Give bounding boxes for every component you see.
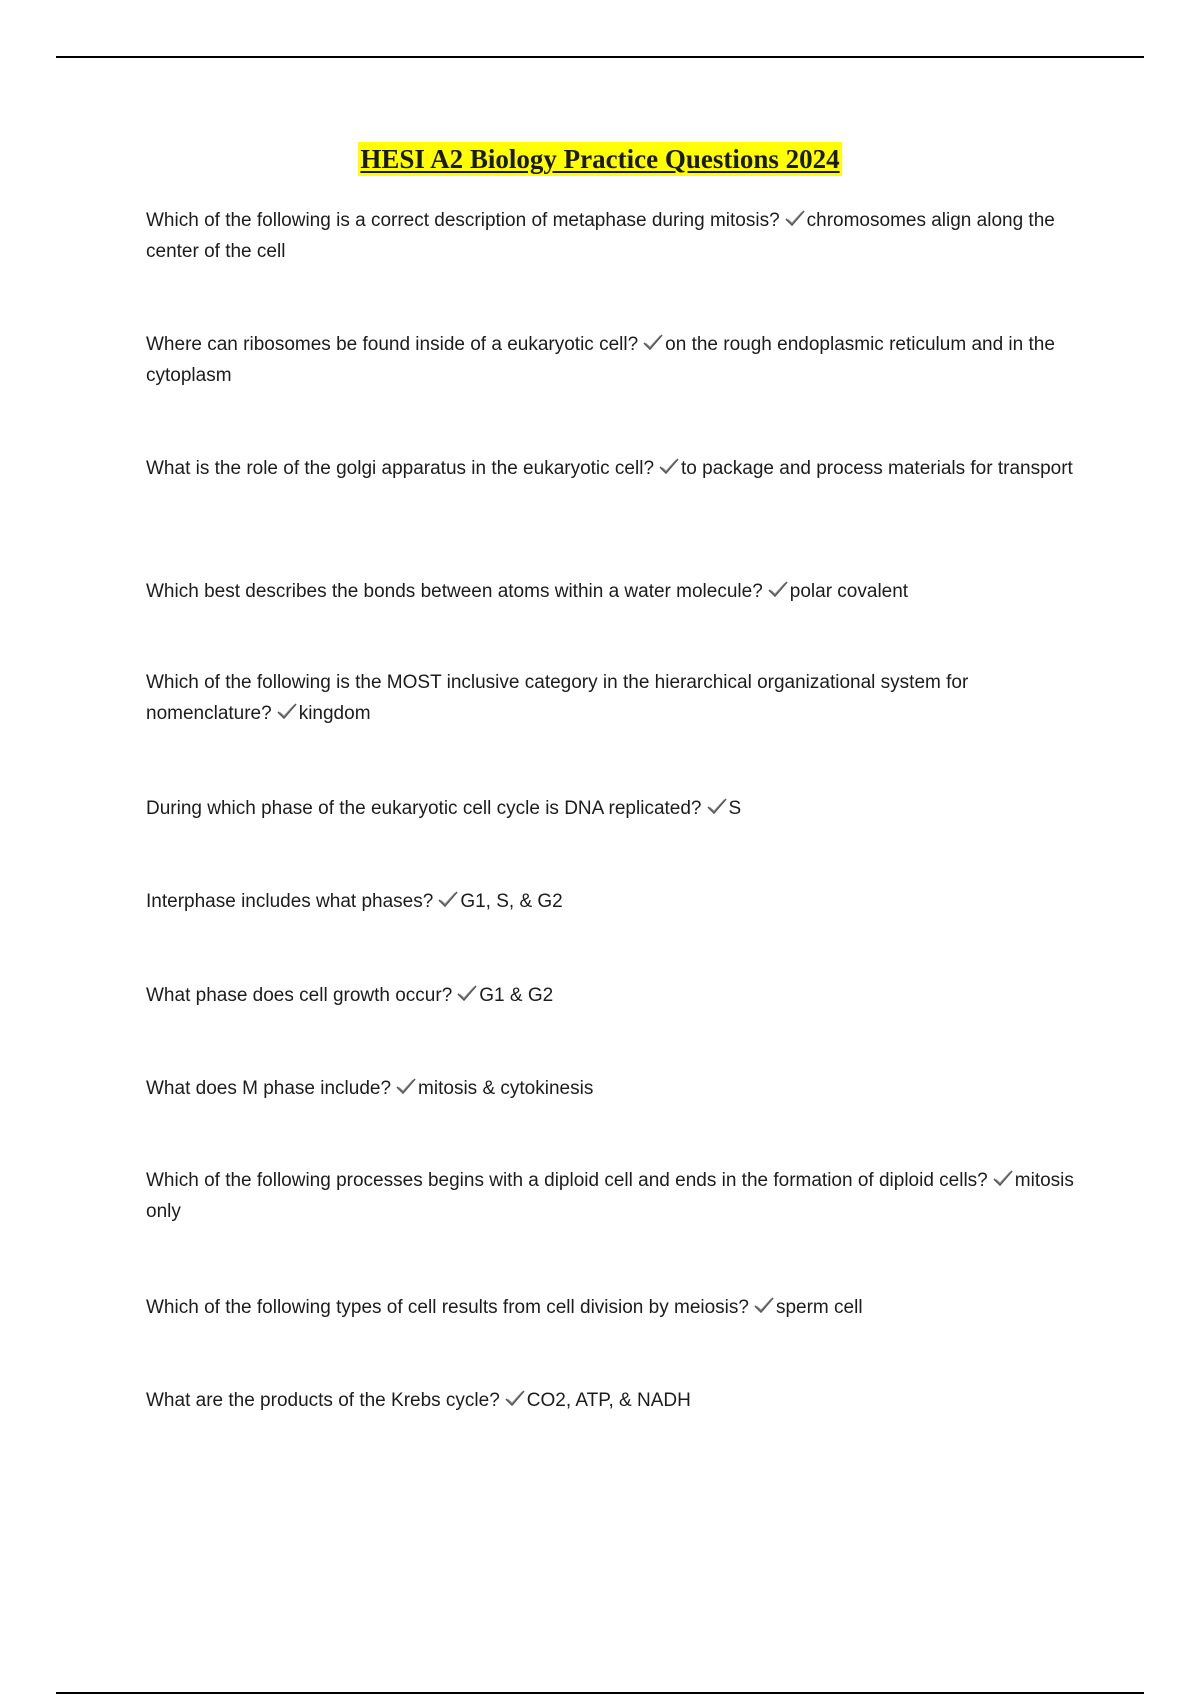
answer-text: on the rough endoplasmic reticulum and in the cytoplasm [146,334,1055,386]
question-text: Interphase includes what phases? [146,891,434,912]
qa-item [146,453,1096,484]
answer-text: to package and process materials for transport [681,458,1073,479]
title-container [0,142,1200,176]
answer-text: CO2, ATP, & NADH [526,1390,691,1411]
check-mark-icon [437,890,459,909]
check-mark-icon [658,457,680,476]
answer-text: polar covalent [789,581,909,602]
check-mark-icon [992,1169,1014,1188]
question-text: What are the products of the Krebs cycle? [146,1390,500,1411]
qa-item [146,576,1096,607]
question-text: Which best describes the bonds between atoms within a water molecule? [146,581,763,602]
qa-item [146,1165,1096,1227]
qa-item [146,1292,1096,1323]
check-mark-icon [504,1389,526,1408]
answer-text: mitosis & cytokinesis [418,1078,594,1099]
qa-item [146,793,1096,824]
answer-text: mitosis only [146,1170,1074,1222]
answer-text: G1 & G2 [479,985,554,1006]
answer-text: chromosomes align along the center of the cell [146,210,1055,262]
question-text: What is the role of the golgi apparatus in the eukaryotic cell? [146,458,655,479]
question-text: What phase does cell growth occur? [146,985,453,1006]
question-text: Where can ribosomes be found inside of a eukaryotic cell? [146,334,639,355]
answer-text: S [728,798,742,819]
qa-item [146,329,1096,391]
top-rule [56,56,1144,58]
qa-item [146,980,1096,1011]
bottom-rule [56,1692,1144,1694]
qa-item [146,1073,1096,1104]
question-text: Which of the following types of cell results from cell division by meiosis? [146,1297,749,1318]
question-text: Which of the following is the MOST inclusive category in the hierarchical organizational system for nomenclature? [146,672,969,724]
answer-text: kingdom [298,703,371,724]
qa-item [146,667,1096,729]
check-mark-icon [395,1077,417,1096]
answer-text: G1, S, & G2 [460,891,563,912]
qa-item [146,886,1096,917]
qa-item [146,205,1096,267]
question-text: What does M phase include? [146,1078,392,1099]
check-mark-icon [456,984,478,1003]
check-mark-icon [642,333,664,352]
question-text: During which phase of the eukaryotic cell cycle is DNA replicated? [146,798,702,819]
page-title: HESI A2 Biology Practice Questions 2024 [360,144,840,174]
question-text: Which of the following is a correct description of metaphase during mitosis? [146,210,780,231]
answer-text: sperm cell [775,1297,863,1318]
qa-item [146,1385,1096,1416]
check-mark-icon [767,580,789,599]
check-mark-icon [706,797,728,816]
check-mark-icon [276,702,298,721]
question-text: Which of the following processes begins with a diploid cell and ends in the formation of diploid cells? [146,1170,988,1191]
check-mark-icon [753,1296,775,1315]
check-mark-icon [784,209,806,228]
